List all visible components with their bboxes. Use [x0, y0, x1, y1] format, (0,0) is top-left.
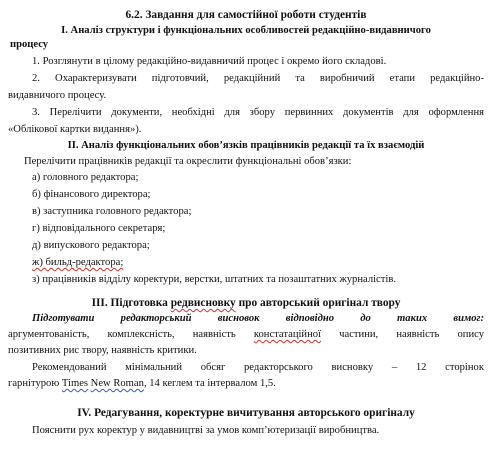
section3-line5-word2: New Roman — [90, 378, 144, 389]
section1-heading-line2: процесу — [10, 39, 49, 50]
section3-line5 — [8, 377, 484, 390]
section3-line1: Підготувати редакторський висновок відповідно до таких вимог: — [32, 313, 484, 324]
section3-line5-word1: Times — [61, 378, 89, 389]
section3-line4: Рекомендований мінімальний обсяг редакторського висновку – 12 сторінок — [32, 362, 484, 373]
section1-item-2-cont: видавничого процесу. — [8, 90, 107, 101]
section2-heading: II. Аналіз функціональних обов’язків працівників редакції та їх взаємодій — [67, 140, 425, 151]
section2-item-zh — [32, 256, 484, 269]
section2-item-z: з) працівників відділу коректури, верстки, штатних та позаштатних журналістів. — [32, 274, 396, 285]
section2-item-a: а) головного редактора; — [32, 172, 139, 183]
section3-heading-word: редвисновку — [170, 297, 236, 309]
section2-item-v: в) заступника головного редактора; — [32, 206, 192, 217]
section2-item-b: б) фінансового директора; — [32, 189, 151, 200]
section3-heading — [8, 297, 484, 310]
section2-item-g: г) відповідального секретаря; — [32, 223, 166, 234]
section3-heading-pre: III. Підготовка — [91, 297, 171, 309]
section3-line2-word: констатаційної — [253, 329, 322, 340]
section4-heading: IV. Редагування, коректурне вичитування авторського оригіналу — [77, 407, 415, 419]
section2-item-d: д) випускового редактора; — [32, 240, 150, 251]
section4-text: Пояснити рух коректур у видавництві за умов комп’ютеризації виробництва. — [32, 425, 380, 436]
section1-item-1: 1. Розглянути в цілому редакційно-видавничий процес і окремо його складові. — [32, 56, 387, 67]
section3-line2-pre: аргументованість, комплексність, наявність — [8, 329, 254, 340]
section1-heading-line1: I. Аналіз структури і функціональних особливостей редакційно-видавничого — [61, 25, 431, 36]
section2-intro: Перелічити працівників редакції та окреслити функціональні обов’язки: — [24, 156, 352, 167]
section3-line2-post: частини, наявність опису — [321, 329, 484, 340]
section2-item-zh-text: ж) бильд-редактора; — [32, 257, 124, 268]
section1-item-3-cont: «Облікової картки видання»). — [8, 124, 142, 135]
section3-line5-pre: гарнітурою — [8, 378, 62, 389]
section3-line3: позитивних рис твору, наявність критики. — [8, 345, 197, 356]
document-title: 6.2. Завдання для самостійної роботи студентів — [125, 9, 367, 21]
section3-line5-post: , 14 кеглем та інтервалом 1,5. — [143, 378, 276, 389]
section3-line2 — [8, 328, 484, 341]
section3-heading-post: про авторський оригінал твору — [235, 297, 401, 309]
section1-item-3: 3. Перелічити документи, необхідні для збору первинних документів для оформлення — [32, 107, 484, 118]
section1-item-2: 2. Охарактеризувати підготовчий, редакційний та виробничий етапи редакційно- — [32, 73, 484, 84]
